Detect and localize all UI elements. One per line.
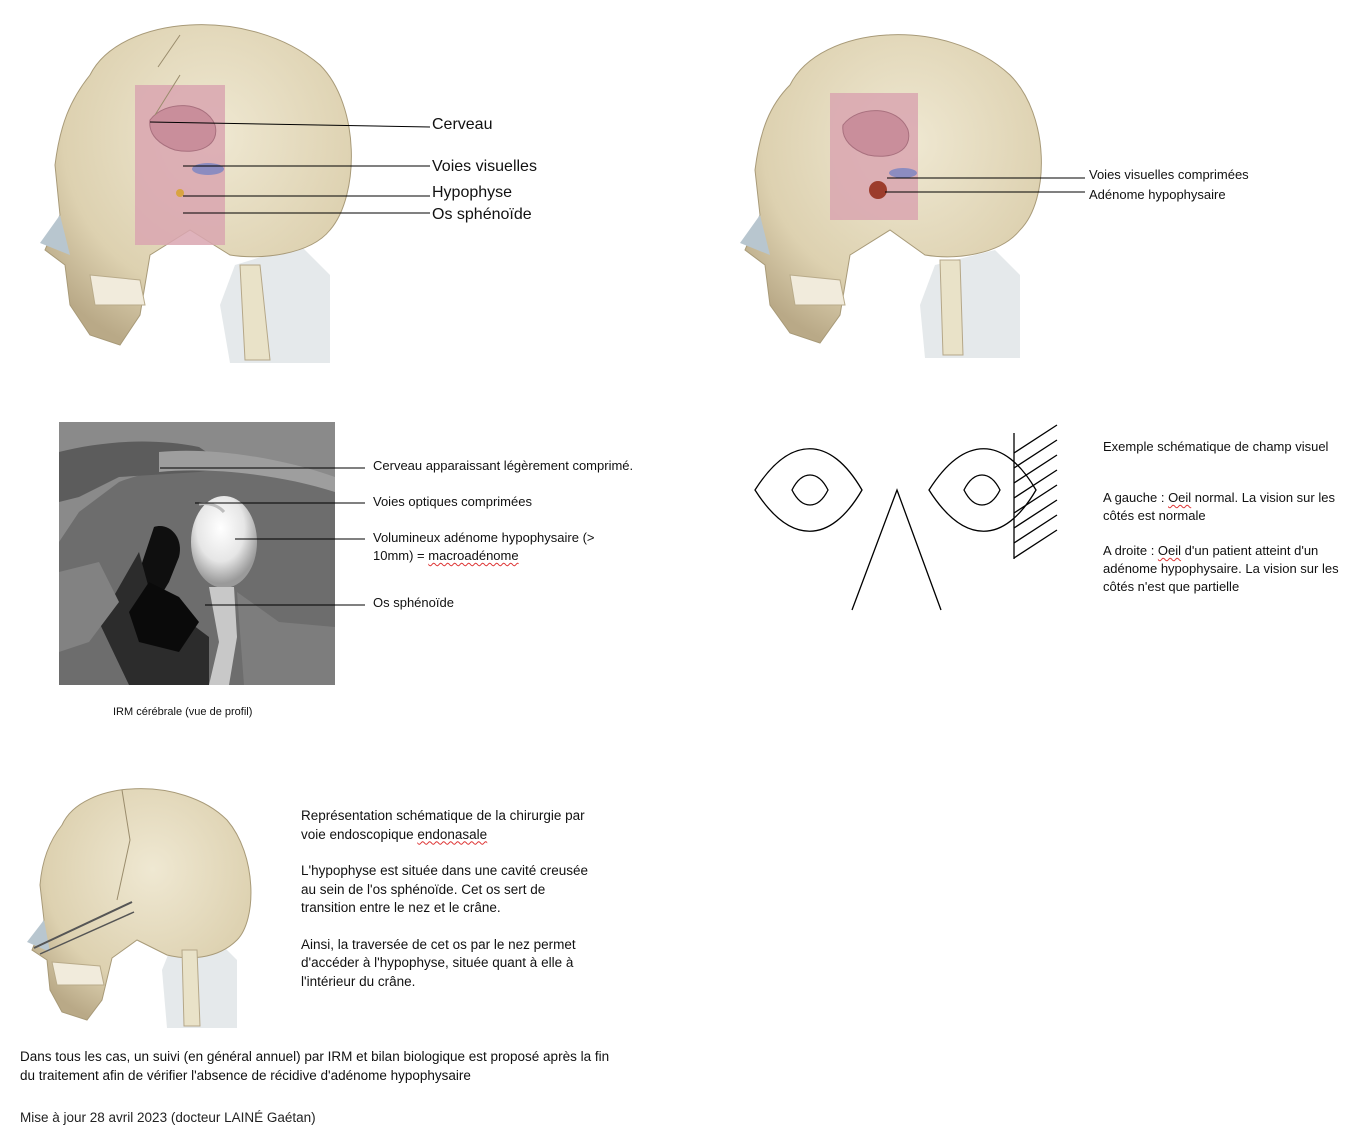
label-adenome-hypophysaire: Adénome hypophysaire: [1089, 187, 1226, 202]
visual-field-left-c: normal. La vision sur les côtés est normale: [1103, 490, 1335, 523]
label-cerveau: Cerveau: [432, 116, 493, 133]
visual-field-left-oeil: Oeil: [1168, 490, 1192, 505]
label-voies-visuelles-comprimees: Voies visuelles comprimées: [1089, 167, 1249, 182]
mri-label-optic: Voies optiques comprimées: [373, 494, 532, 509]
visual-field-right-c: d'un patient atteint d'un adénome hypophysaire. La vision sur les côtés n'est que partielle: [1103, 543, 1339, 594]
visual-field-diagram: [750, 425, 1070, 620]
visual-field-right-a: A droite :: [1103, 543, 1158, 558]
mri-label-sphenoid: Os sphénoïde: [373, 595, 454, 610]
mri-label-adenoma-line1: Volumineux adénome hypophysaire (>: [373, 530, 595, 545]
visual-field-left-desc: [1103, 489, 1339, 525]
surgery-paragraph-1: [301, 807, 601, 844]
skull-illustration-surgery: [22, 780, 262, 1030]
mri-label-adenoma: [373, 529, 623, 565]
label-os-sphenoide: Os sphénoïde: [432, 206, 532, 223]
surgery-paragraph-3: Ainsi, la traversée de cet os par le nez permet d'accéder à l'hypophyse, située quant à elle à l'intérieur du crâne.: [301, 936, 576, 989]
label-voies-visuelles: Voies visuelles: [432, 158, 537, 175]
surgery-paragraph-2: L'hypophyse est située dans une cavité creusée au sein de l'os sphénoïde. Cet os sert de transition entre le nez et le crâne.: [301, 863, 589, 915]
surgery-text: [301, 807, 601, 1009]
visual-field-right-desc: [1103, 542, 1339, 596]
visual-field-left-a: A gauche :: [1103, 490, 1169, 505]
visual-field-title: Exemple schématique de champ visuel: [1103, 439, 1329, 454]
nose-outline: [852, 490, 941, 610]
left-eye-pupil: [792, 475, 828, 505]
right-eye-outline: [929, 449, 1036, 532]
mri-label-adenoma-line2: 10mm) =: [373, 548, 429, 563]
update-note: Mise à jour 28 avril 2023 (docteur LAINÉ Gaétan): [20, 1110, 316, 1125]
mri-label-macroadenome: macroadénome: [428, 548, 519, 563]
label-hypophyse: Hypophyse: [432, 184, 513, 201]
mri-label-brain: Cerveau apparaissant légèrement comprimé.: [373, 458, 634, 473]
left-eye-outline: [755, 449, 862, 532]
right-eye-pupil: [964, 475, 1000, 505]
visual-field-right-oeil: Oeil: [1157, 543, 1182, 558]
followup-text: Dans tous les cas, un suivi (en général annuel) par IRM et bilan biologique est proposé après la fin du traitement afin de vérifier l'absence de récidive d'adénome hypophysaire: [20, 1049, 610, 1083]
surgery-p1-endonasale: endonasale: [417, 826, 488, 842]
mri-caption: IRM cérébrale (vue de profil): [113, 706, 253, 718]
surgery-p1-text: Représentation schématique de la chirurgie par voie endoscopique: [301, 808, 585, 842]
